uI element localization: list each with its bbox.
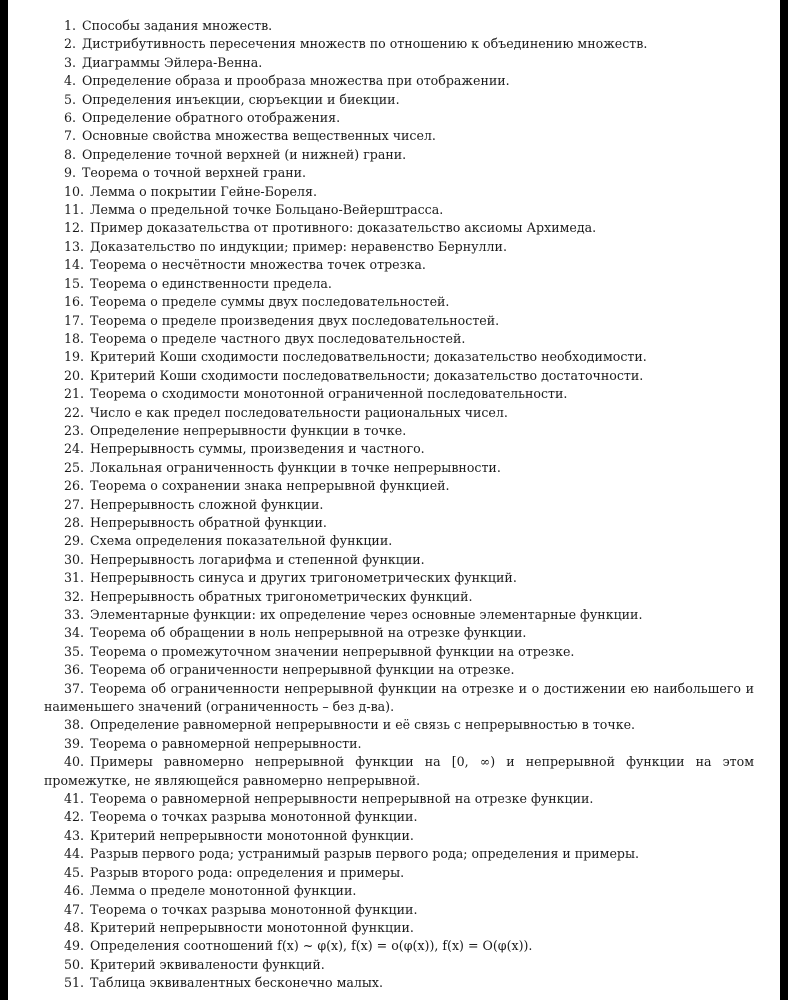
- item-text: Теорема о несчётности множества точек отрезка.: [90, 257, 426, 273]
- item-number: 18.: [64, 330, 85, 346]
- item-number: 10.: [64, 183, 85, 199]
- list-item: [44, 790, 754, 808]
- list-item: [44, 937, 754, 955]
- list-item: [44, 219, 754, 237]
- item-number: 43.: [64, 827, 85, 843]
- item-text: Теорема о единственности предела.: [90, 275, 332, 291]
- list-item: [44, 514, 754, 532]
- item-number: 42.: [64, 809, 85, 825]
- item-text: Доказательство по индукции; пример: неравенство Бернулли.: [90, 238, 507, 254]
- list-item: [44, 422, 754, 440]
- item-number: 16.: [64, 294, 85, 310]
- item-text: Теорема о равномерной непрерывности непрерывной на отрезке функции.: [90, 791, 594, 807]
- item-text: Число e как предел последовательности рациональных чисел.: [90, 404, 508, 420]
- item-text: Примеры равномерно непрерывной функции на [0, ∞) и непрерывной функции на этом промежутке, не являющейся равномерно непрерывной.: [44, 754, 754, 788]
- item-number: 35.: [64, 643, 85, 659]
- item-number: 2.: [64, 36, 77, 52]
- item-text: Локальная ограниченность функции в точке непрерывности.: [90, 459, 501, 475]
- item-number: 49.: [64, 938, 85, 954]
- item-text: Способы задания множеств.: [82, 18, 273, 33]
- item-number: 9.: [64, 165, 77, 181]
- item-number: 47.: [64, 901, 85, 917]
- item-text: Теорема о сходимости монотонной ограниченной последовательности.: [90, 386, 568, 402]
- item-number: 17.: [64, 312, 85, 328]
- list-item: [44, 367, 754, 385]
- item-number: 37.: [64, 680, 85, 696]
- list-item: [44, 569, 754, 587]
- list-item: [44, 882, 754, 900]
- list-item: [44, 827, 754, 845]
- list-item: [44, 753, 754, 790]
- list-item: [44, 275, 754, 293]
- list-item: [44, 680, 754, 717]
- item-number: 50.: [64, 956, 85, 972]
- item-text: Теорема о точках разрыва монотонной функции.: [90, 809, 418, 825]
- list-item: [44, 974, 754, 992]
- item-text: Непрерывность суммы, произведения и частного.: [90, 441, 425, 457]
- item-number: 46.: [64, 883, 85, 899]
- list-item: [44, 459, 754, 477]
- list-item: [44, 17, 754, 35]
- item-text: Диаграммы Эйлера-Венна.: [82, 54, 263, 70]
- item-number: 23.: [64, 422, 85, 438]
- item-number: 15.: [64, 275, 85, 291]
- item-text: Определение непрерывности функции в точке.: [90, 422, 407, 438]
- item-text: Критерий непрерывности монотонной функции.: [90, 919, 414, 935]
- item-number: 30.: [64, 551, 85, 567]
- list-item: [44, 956, 754, 974]
- item-text: Определение равномерной непрерывности и её связь с непрерывностью в точке.: [90, 717, 636, 733]
- item-text: Теорема о точной верхней грани.: [82, 165, 307, 181]
- item-text: Непрерывность обратной функции.: [90, 514, 327, 530]
- item-text: Теорема о промежуточном значении непрерывной функции на отрезке.: [90, 643, 575, 659]
- item-number: 38.: [64, 717, 85, 733]
- item-text: Непрерывность синуса и других тригонометрических функций.: [90, 570, 517, 586]
- item-number: 31.: [64, 570, 85, 586]
- list-item: [44, 532, 754, 550]
- list-item: [44, 440, 754, 458]
- list-item: [44, 72, 754, 90]
- list-item: [44, 109, 754, 127]
- item-text: Определение точной верхней (и нижней) грани.: [82, 146, 407, 162]
- item-number: 1.: [64, 18, 77, 33]
- item-number: 39.: [64, 735, 85, 751]
- item-text: Лемма о пределе монотонной функции.: [90, 883, 357, 899]
- item-number: 19.: [64, 349, 85, 365]
- list-item: [44, 293, 754, 311]
- item-number: 3.: [64, 54, 77, 70]
- list-item: [44, 91, 754, 109]
- list-item: [44, 551, 754, 569]
- item-number: 20.: [64, 367, 85, 383]
- list-item: [44, 624, 754, 642]
- item-number: 8.: [64, 146, 77, 162]
- item-text: Разрыв второго рода: определения и примеры.: [90, 864, 405, 880]
- item-text: Теорема об ограниченности непрерывной функции на отрезке.: [90, 662, 515, 678]
- question-list: [44, 17, 754, 993]
- list-item: [44, 256, 754, 274]
- item-number: 24.: [64, 441, 85, 457]
- item-text: Определение образа и прообраза множества при отображении.: [82, 73, 510, 89]
- item-text: Определения соотношений f(x) ~ φ(x), f(x) = o(φ(x)), f(x) = O(φ(x)).: [90, 938, 533, 954]
- item-number: 11.: [64, 202, 85, 218]
- list-item: [44, 35, 754, 53]
- item-number: 32.: [64, 588, 85, 604]
- list-item: [44, 312, 754, 330]
- item-text: Разрыв первого рода; устранимый разрыв первого рода; определения и примеры.: [90, 846, 639, 862]
- list-item: [44, 901, 754, 919]
- item-text: Теорема о пределе частного двух последовательностей.: [90, 330, 466, 346]
- list-item: [44, 735, 754, 753]
- item-number: 5.: [64, 91, 77, 107]
- item-number: 22.: [64, 404, 85, 420]
- item-number: 40.: [64, 754, 85, 770]
- list-item: [44, 661, 754, 679]
- item-text: Критерий эквивалености функций.: [90, 956, 325, 972]
- item-text: Теорема об обращении в ноль непрерывной на отрезке функции.: [90, 625, 527, 641]
- item-text: Критерий Коши сходимости последоватвельности; доказательство достаточности.: [90, 367, 644, 383]
- list-item: [44, 808, 754, 826]
- item-text: Основные свойства множества вещественных чисел.: [82, 128, 436, 144]
- list-item: [44, 404, 754, 422]
- item-text: Теорема о сохранении знака непрерывной функцией.: [90, 478, 450, 494]
- item-text: Теорема о равномерной непрерывности.: [90, 735, 362, 751]
- item-number: 25.: [64, 459, 85, 475]
- item-text: Лемма о покрытии Гейне-Бореля.: [90, 183, 317, 199]
- item-number: 26.: [64, 478, 85, 494]
- item-number: 29.: [64, 533, 85, 549]
- list-item: [44, 146, 754, 164]
- list-item: [44, 643, 754, 661]
- list-item: [44, 588, 754, 606]
- item-text: Теорема о пределе произведения двух последовательностей.: [90, 312, 500, 328]
- item-number: 4.: [64, 73, 77, 89]
- item-number: 6.: [64, 110, 77, 126]
- list-item: [44, 127, 754, 145]
- item-text: Схема определения показательной функции.: [90, 533, 393, 549]
- list-item: [44, 385, 754, 403]
- item-text: Теорема о точках разрыва монотонной функции.: [90, 901, 418, 917]
- item-text: Таблица эквивалентных бесконечно малых.: [90, 975, 383, 991]
- item-number: 34.: [64, 625, 85, 641]
- list-item: [44, 716, 754, 734]
- item-number: 48.: [64, 919, 85, 935]
- item-number: 27.: [64, 496, 85, 512]
- item-text: Непрерывность логарифма и степенной функции.: [90, 551, 425, 567]
- list-item: [44, 477, 754, 495]
- list-item: [44, 845, 754, 863]
- item-number: 7.: [64, 128, 77, 144]
- item-number: 13.: [64, 238, 85, 254]
- item-number: 44.: [64, 846, 85, 862]
- item-number: 45.: [64, 864, 85, 880]
- item-number: 12.: [64, 220, 85, 236]
- list-item: [44, 919, 754, 937]
- list-item: [44, 496, 754, 514]
- list-item: [44, 606, 754, 624]
- item-number: 36.: [64, 662, 85, 678]
- item-number: 51.: [64, 975, 85, 991]
- list-item: [44, 864, 754, 882]
- item-text: Дистрибутивность пересечения множеств по отношению к объединению множеств.: [82, 36, 648, 52]
- list-item: [44, 164, 754, 182]
- item-text: Лемма о предельной точке Больцано-Вейерштрасса.: [90, 202, 444, 218]
- item-text: Непрерывность сложной функции.: [90, 496, 324, 512]
- item-text: Определения инъекции, сюръекции и биекции.: [82, 91, 400, 107]
- list-item: [44, 348, 754, 366]
- item-text: Теорема о пределе суммы двух последовательностей.: [90, 294, 450, 310]
- item-text: Определение обратного отображения.: [82, 110, 341, 126]
- item-text: Непрерывность обратных тригонометрических функций.: [90, 588, 473, 604]
- list-item: [44, 183, 754, 201]
- item-number: 21.: [64, 386, 85, 402]
- document-page: [8, 0, 780, 1000]
- item-number: 28.: [64, 514, 85, 530]
- item-text: Критерий непрерывности монотонной функции.: [90, 827, 414, 843]
- item-text: Пример доказательства от противного: доказательство аксиомы Архимеда.: [90, 220, 597, 236]
- list-item: [44, 54, 754, 72]
- item-number: 33.: [64, 607, 85, 622]
- item-number: 41.: [64, 791, 85, 807]
- item-number: 14.: [64, 257, 85, 273]
- item-text: Элементарные функции: их определение через основные элементарные функции.: [90, 607, 643, 622]
- item-text: Критерий Коши сходимости последоватвельности; доказательство необходимости.: [90, 349, 647, 365]
- list-item: [44, 201, 754, 219]
- list-item: [44, 330, 754, 348]
- list-item: [44, 238, 754, 256]
- item-text: Теорема об ограниченности непрерывной функции на отрезке и о достижении ею наибольшего и наименьшего значений (ограниченность – без д-ва).: [44, 680, 754, 715]
